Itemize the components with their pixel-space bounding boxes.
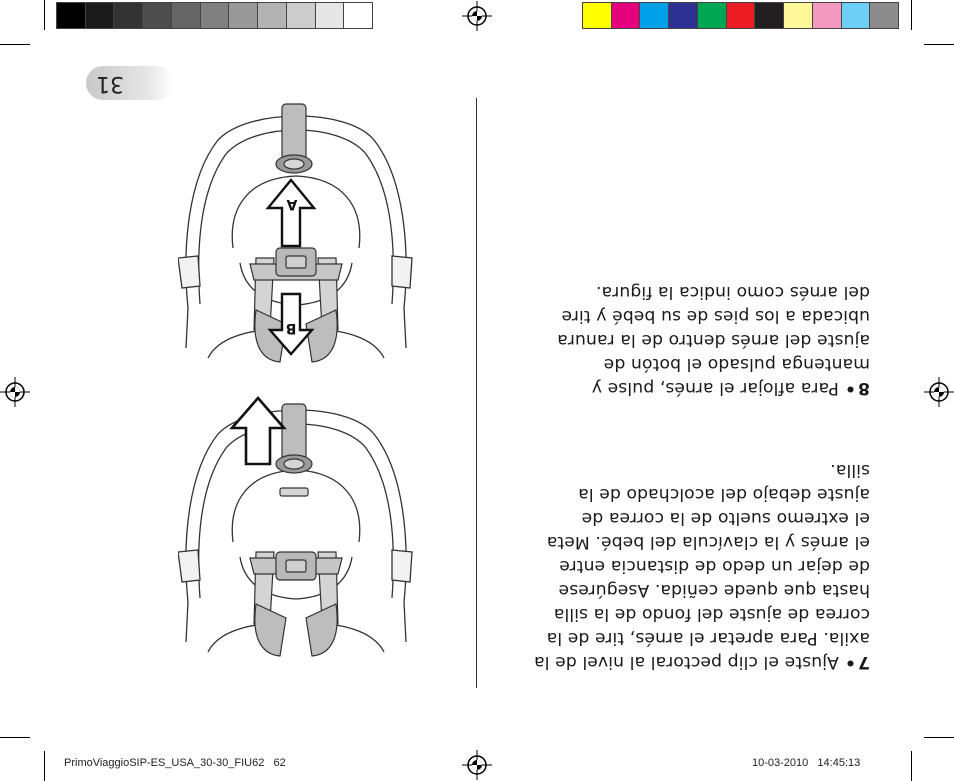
color-swatch [726,2,756,29]
harness-loosen-illustration [178,98,414,410]
step-8-block [480,274,870,424]
color-swatch [783,2,813,29]
gray-swatch [142,2,172,29]
registration-mark-top-icon [462,1,492,31]
gray-swatch [56,2,86,29]
page-number-badge [86,66,174,100]
registration-mark-left-icon [0,377,30,407]
page-number: 31 [96,71,124,96]
color-swatch [582,2,612,29]
gray-swatch [315,2,345,29]
arrow-a-label: A [286,196,298,212]
gray-swatch [343,2,373,29]
arrow-b-label: B [285,320,297,336]
color-swatch [697,2,727,29]
gray-swatch [286,2,316,29]
step-7-block [480,460,870,698]
gray-scale-bar [56,0,372,32]
color-swatch [841,2,871,29]
color-swatch [812,2,842,29]
crop-mark-tr-v [911,0,912,30]
column-divider [476,98,477,688]
gray-swatch [200,2,230,29]
color-swatch [639,2,669,29]
gray-swatch [113,2,143,29]
registration-mark-right-icon [924,377,954,407]
crop-mark-tl-v [44,0,45,30]
footer-file-name: PrimoViaggioSIP-ES_USA_30-30_FIU62 62 [64,757,286,769]
harness-tighten-illustration [178,392,414,704]
registration-mark-bottom-icon [462,750,492,780]
step-8-number: 8 [857,378,870,398]
gray-swatch [257,2,287,29]
crop-mark-bl-v [44,751,45,781]
gray-swatch [85,2,115,29]
color-swatch [611,2,641,29]
gray-swatch [228,2,258,29]
crop-mark-bl-h [0,737,30,738]
crop-mark-br-v [911,751,912,781]
step-8-text: Para aflojar el arnés, pulse y mantenga pulsado el botón de ajuste del arnés dentro de la ranura ubicada a los pies de su bebé y tire del arnés como indica la figura. [557,282,870,398]
step-7-text: Ajuste el clip pectoral al nivel de la axila. Para apretar el arnés, tire de la correa de ajuste del fondo de la silla hasta que quede ceñida. Asegúrese de dejar un dedo de distancia entre el arnés y la clavícula del bebé. Meta el extremo suelto de la correa de ajuste debajo del acolchado de la silla. [533,460,870,672]
color-swatch [668,2,698,29]
step-7-number: 7 [857,652,870,672]
crop-mark-tr-h [924,44,954,45]
color-swatch [754,2,784,29]
footer-timestamp: 10-03-2010 14:45:13 [752,757,861,769]
crop-mark-tl-h [0,44,30,45]
step-7-bullet: • [844,652,856,672]
color-swatch [869,2,899,29]
gray-swatch [171,2,201,29]
step-8-bullet: • [844,378,856,398]
crop-mark-br-h [924,737,954,738]
color-scale-bar [582,0,898,32]
